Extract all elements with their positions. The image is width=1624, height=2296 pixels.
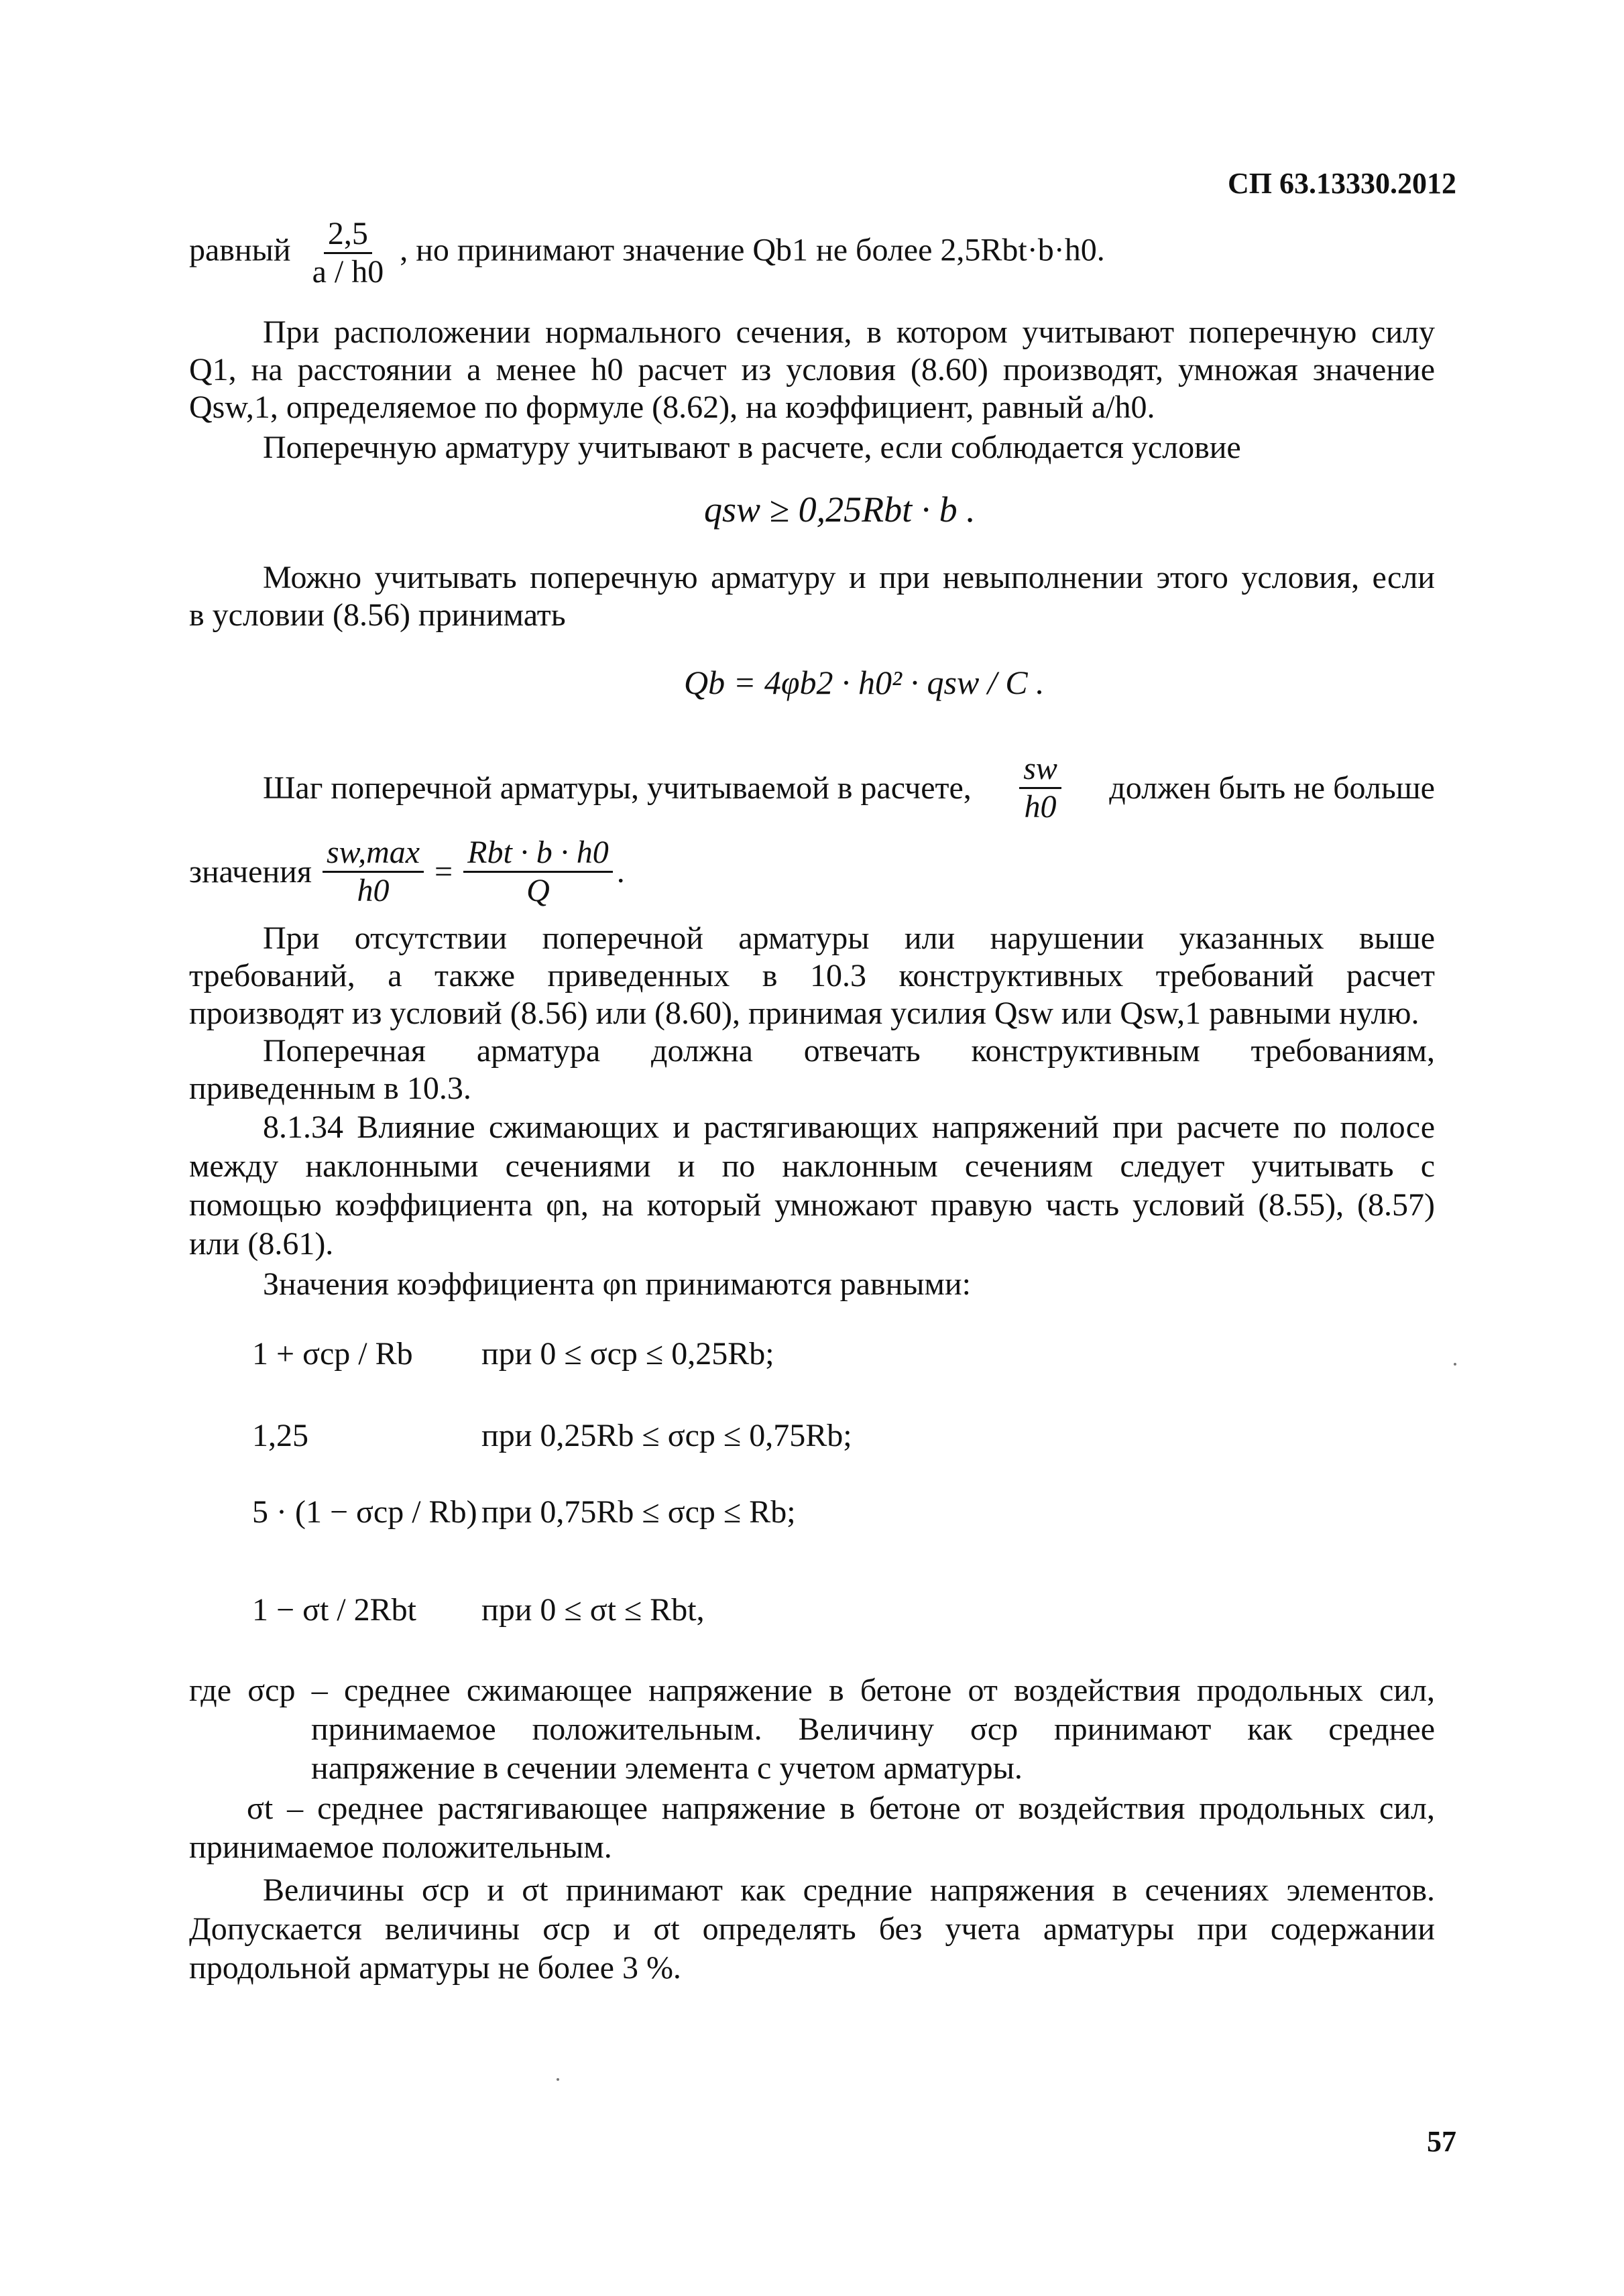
fraction-sw-over-h0 [1019,751,1061,825]
coefficient-expression-3: 5 · (1 − σcp / Rb) [252,1494,477,1530]
paragraph-line: принимаемое положительным. Величину σcp принимают как среднее [311,1711,1435,1747]
scan-speck [1454,1363,1456,1366]
coefficient-condition-2: при 0,25Rb ≤ σcp ≤ 0,75Rb; [481,1418,852,1453]
fraction-denominator: h0 [1024,789,1057,825]
paragraph-qb1-limit [189,216,1435,290]
paragraph-line: в условии (8.56) принимать [189,597,566,633]
text-suffix: должен быть не больше [1109,770,1435,806]
paragraph-line: приведенным в 10.3. [189,1071,471,1106]
paragraph-line: Q1, на расстоянии a менее h0 расчет из условия (8.60) производят, умножая значение [189,352,1435,387]
fraction-numerator: 2,5 [324,216,372,254]
fraction-numerator: Rbt · b · h0 [463,835,613,873]
coefficient-expression-1: 1 + σcp / Rb [252,1336,413,1372]
formula-qsw-condition: qsw ≥ 0,25Rbt · b . [704,489,976,530]
paragraph-line: При отсутствии поперечной арматуры или нарушении указанных выше [263,920,1435,956]
paragraph-line: Значения коэффициента φn принимаются равными: [263,1266,971,1302]
coefficient-expression-2: 1,25 [252,1418,308,1453]
paragraph-line: Допускается величины σcp и σt определять без учета арматуры при содержании [189,1911,1435,1947]
fraction-numerator: sw,max [323,835,424,873]
paragraph-line: производят из условий (8.56) или (8.60), принимая усилия Qsw или Qsw,1 равными нулю. [189,995,1419,1031]
paragraph-line: где σcp – среднее сжимающее напряжение в бетоне от воздействия продольных сил, [189,1673,1435,1708]
text-prefix: значения [189,853,312,890]
paragraph-line: помощью коэффициента φn, на который умножают правую часть условий (8.55), (8.57) [189,1187,1435,1223]
page-number: 57 [1427,2125,1456,2158]
paragraph-line: напряжение в сечении элемента с учетом арматуры. [311,1750,1023,1786]
paragraph-line: между наклонными сечениями и по наклонным сечениям следует учитывать с [189,1148,1435,1184]
coefficient-condition-3: при 0,75Rb ≤ σcp ≤ Rb; [481,1494,796,1530]
scan-speck [557,2078,559,2081]
paragraph-line: требований, а также приведенных в 10.3 конструктивных требований расчет [189,958,1435,993]
text-prefix: Шаг поперечной арматуры, учитываемой в расчете, [263,770,972,806]
period: . [616,853,625,890]
paragraph-swmax [189,835,1435,909]
paragraph-line: Величины σcp и σt принимают как средние напряжения в сечениях элементов. [263,1872,1435,1908]
document-code-header: СП 63.13330.2012 [1228,167,1456,200]
paragraph-line: При расположении нормального сечения, в котором учитывают поперечную силу [263,314,1435,350]
paragraph-line: Поперечная арматура должна отвечать конструктивным требованиям, [263,1033,1435,1069]
coefficient-expression-4: 1 − σt / 2Rbt [252,1592,416,1628]
paragraph-line: Поперечную арматуру учитывают в расчете, если соблюдается условие [263,430,1241,465]
paragraph-line: или (8.61). [189,1226,334,1262]
paragraph-line: σt – среднее растягивающее напряжение в бетоне от воздействия продольных сил, [247,1791,1435,1826]
fraction-numerator: sw [1019,751,1061,789]
paragraph-line: Можно учитывать поперечную арматуру и при невыполнении этого условия, если [263,560,1435,595]
fraction-swmax-over-h0 [323,835,424,909]
fraction-denominator: a / h0 [312,254,384,290]
fraction-rbt-b-h0-over-q [463,835,613,909]
fraction-denominator: h0 [357,873,390,908]
paragraph-step-limit [263,751,1435,825]
fraction-2-5-over-a-h0 [308,216,388,290]
paragraph-line: принимаемое положительным. [189,1829,612,1865]
coefficient-condition-1: при 0 ≤ σcp ≤ 0,25Rb; [481,1336,774,1372]
paragraph-line: 8.1.34 Влияние сжимающих и растягивающих напряжений при расчете по полосе [263,1109,1435,1145]
fraction-denominator: Q [526,873,550,908]
text-prefix: равный [189,232,291,268]
text-suffix: , но принимают значение Qb1 не более 2,5Rbt·b·h0. [400,232,1105,268]
paragraph-line: Qsw,1, определяемое по формуле (8.62), на коэффициент, равный a/h0. [189,389,1155,425]
equals-sign: = [434,853,453,890]
formula-qb: Qb = 4φb2 · h0² · qsw / C . [684,664,1045,701]
coefficient-condition-4: при 0 ≤ σt ≤ Rbt, [481,1592,705,1628]
paragraph-line: продольной арматуры не более 3 %. [189,1950,681,1986]
